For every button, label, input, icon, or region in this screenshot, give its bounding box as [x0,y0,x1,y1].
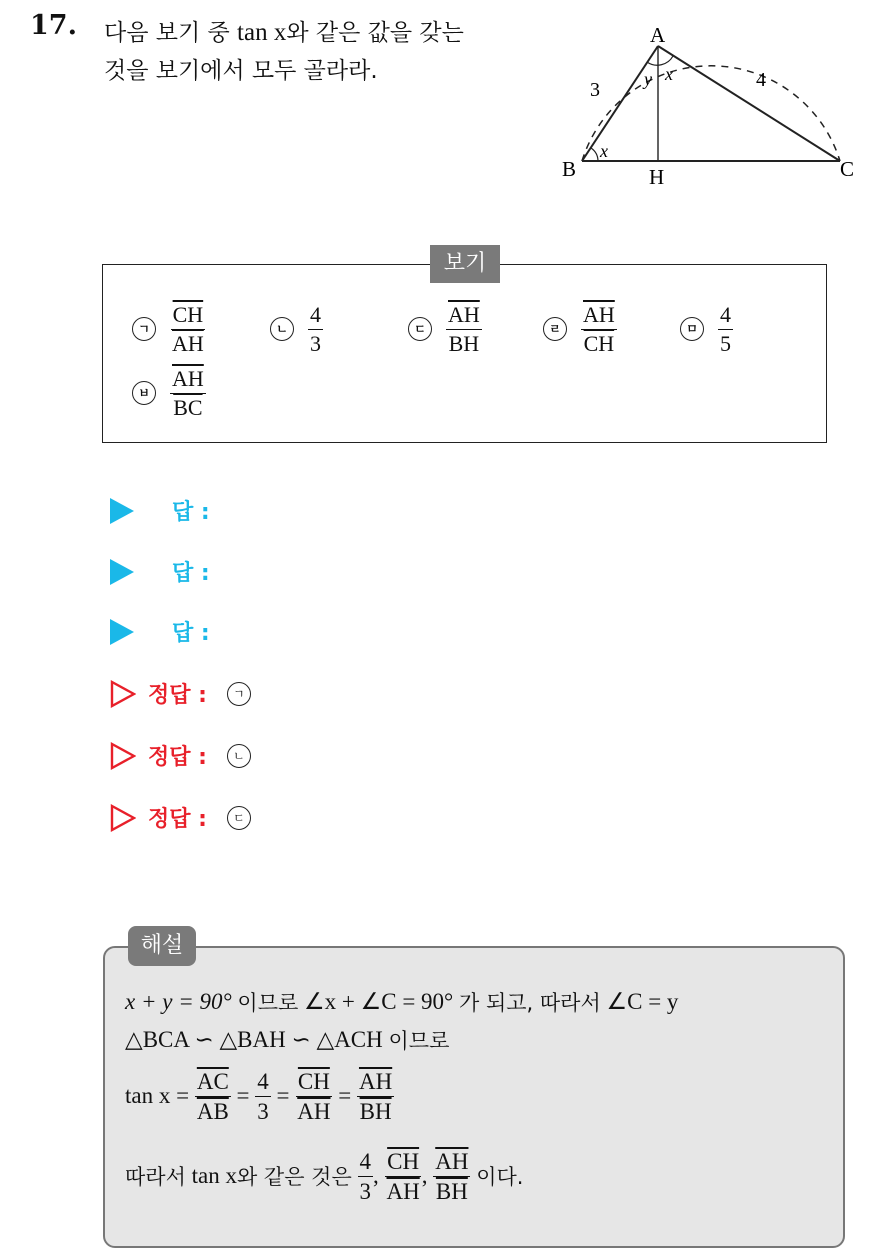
label-a: A [650,23,666,47]
label-side-ab: 3 [590,79,600,101]
fraction-denominator: CH [583,331,615,356]
sol-math: △BCA ∽ △BAH ∽ △ACH [125,1027,383,1052]
answer-row-1 [110,495,210,526]
play-outline-icon [110,742,136,770]
sol-math: tan x = [125,1082,190,1108]
fraction-numerator: $\overline{AH}$ [446,302,482,330]
sol-fraction [357,1068,394,1123]
fraction-numerator: $\overline{AH}$ [170,366,206,394]
sol-text: 이므로 [237,991,299,1015]
solution-line-1 [125,987,678,1017]
fraction-numerator: $\overline{AH}$ [357,1068,394,1097]
answer-row-3 [110,616,210,647]
sol-math: ∠C = y [606,989,679,1014]
fraction-numerator: 4 [308,302,323,330]
choice-mark: ㅁ [680,317,704,341]
sol-fraction [385,1148,422,1203]
fraction-numerator: 4 [358,1148,374,1177]
angle-b-arc [591,148,598,161]
correct-label: 정답 : [148,683,207,708]
answer-label: 답 : [172,621,210,646]
choice-3 [408,302,482,355]
sol-math: tan x [191,1162,237,1188]
correct-row-2 [110,740,265,771]
label-c: C [840,157,855,181]
fraction-numerator: $\overline{AC}$ [195,1068,231,1097]
choice-1 [132,302,206,355]
choice-fraction [581,302,617,355]
play-outline-icon [110,804,136,832]
label-angle-a-y: y [644,69,652,89]
fraction-numerator: $\overline{AH}$ [581,302,617,330]
choice-6 [132,366,206,419]
fraction-denominator: AH [386,1179,420,1204]
fraction-numerator: 4 [718,302,733,330]
label-h: H [649,165,665,188]
fraction-denominator: 5 [720,331,731,356]
correct-row-3 [110,802,265,833]
sol-math: = [338,1082,352,1108]
sol-fraction [195,1068,231,1123]
sol-math: ∠x + ∠C = 90° [304,989,454,1014]
play-icon [110,619,134,645]
sol-fraction [295,1068,332,1123]
bogi-title: 보기 [430,245,500,283]
sol-math: = [236,1082,250,1108]
fraction-numerator: $\overline{CH}$ [385,1148,421,1177]
choice-fraction [170,366,206,419]
question-number: 17. [30,10,77,41]
choice-fraction [718,302,733,355]
solution-line-2 [125,1025,449,1055]
choice-mark: ㄱ [132,317,156,341]
correct-row-1 [110,678,265,709]
fraction-denominator: BH [359,1099,392,1124]
correct-mark: ㄱ [227,682,251,706]
triangle-figure [560,18,870,188]
sol-math: , [421,1162,428,1188]
sol-math: , [373,1162,379,1188]
sol-text: 이므로 [388,1029,450,1053]
fraction-numerator: $\overline{AH}$ [433,1148,470,1177]
fraction-numerator: 4 [255,1068,271,1097]
fraction-denominator: 3 [359,1179,371,1204]
fraction-denominator: AB [196,1099,229,1124]
choice-mark: ㄴ [270,317,294,341]
fraction-numerator: $\overline{CH}$ [296,1068,332,1097]
fraction-denominator: AH [297,1099,331,1124]
fraction-denominator: BH [435,1179,468,1204]
choice-5 [680,302,733,355]
side-ac [658,46,840,161]
choice-mark: ㄹ [543,317,567,341]
choice-fraction [308,302,323,355]
sol-fraction [433,1148,470,1203]
label-angle-a-x: x [665,64,673,84]
choice-mark: ㄷ [408,317,432,341]
sol-fraction [255,1068,271,1123]
fraction-denominator: AH [172,331,204,356]
label-b: B [562,157,577,181]
correct-label: 정답 : [148,807,207,832]
correct-mark: ㄷ [227,806,251,830]
sol-text: 가 되고, 따라서 [459,991,601,1015]
label-side-ac: 4 [756,69,766,91]
choice-fraction [170,302,206,355]
answer-label: 답 : [172,561,210,586]
question-line-2: 것을 보기에서 모두 골라라. [104,58,378,84]
fraction-numerator: $\overline{CH}$ [171,302,206,330]
sol-fraction [358,1148,374,1203]
question-text [104,14,464,90]
question-line-1-pre: 다음 보기 중 [104,20,238,46]
fraction-denominator: 3 [310,331,321,356]
choice-mark: ㅂ [132,381,156,405]
solution-title: 해설 [128,926,196,966]
choice-2 [270,302,323,355]
play-icon [110,498,134,524]
fraction-denominator: BH [448,331,480,356]
sol-math: x + y = 90° [125,989,232,1014]
choice-4 [543,302,617,355]
play-icon [110,559,134,585]
sol-math: = [276,1082,290,1108]
solution-line-4 [125,1148,523,1203]
label-angle-b: x [600,141,608,161]
question-line-1-post: 와 같은 값을 갖는 [286,20,464,46]
sol-text: 와 같은 것은 [236,1164,352,1189]
question-math: tan x [237,19,287,46]
answer-row-2 [110,556,210,587]
play-outline-icon [110,680,136,708]
answer-label: 답 : [172,500,210,525]
correct-label: 정답 : [148,745,207,770]
fraction-denominator: BC [173,395,203,420]
choice-fraction [446,302,482,355]
solution-line-3 [125,1068,394,1123]
sol-text: 따라서 [125,1164,186,1189]
question-line-1 [104,14,464,52]
sol-text: 이다. [476,1164,524,1189]
correct-mark: ㄴ [227,744,251,768]
fraction-denominator: 3 [257,1099,269,1124]
side-ba [582,46,658,161]
